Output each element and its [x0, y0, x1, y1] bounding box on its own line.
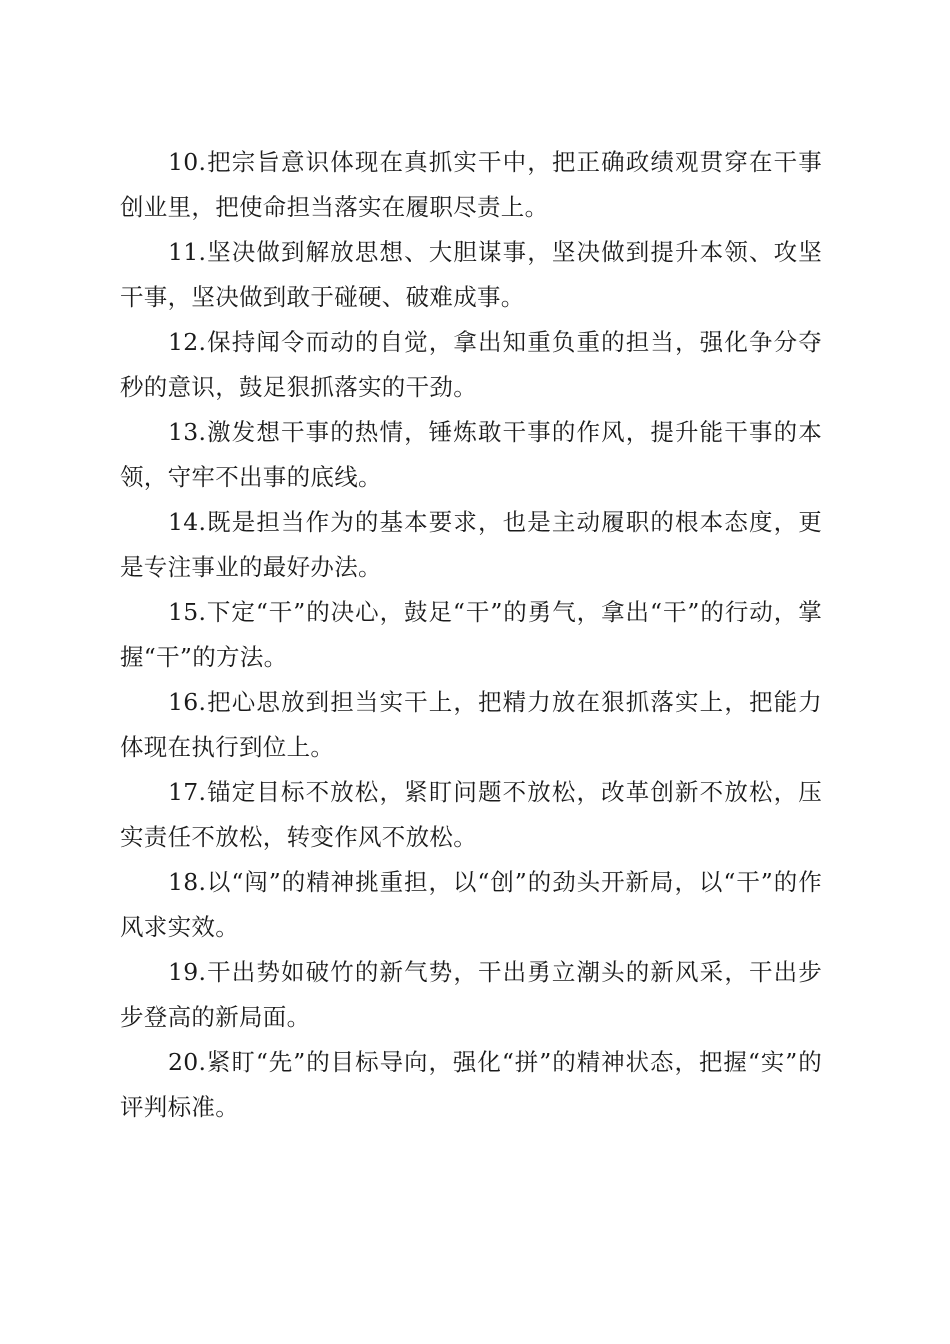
list-item — [120, 590, 822, 680]
item-text: 把心思放到担当实干上，把精力放在狠抓落实上，把能力体现在执行到位上。 — [120, 688, 822, 761]
list-item — [120, 1040, 822, 1130]
item-text: 把宗旨意识体现在真抓实干中，把正确政绩观贯穿在干事创业里，把使命担当落实在履职尽责上。 — [120, 148, 822, 221]
item-text: 干出势如破竹的新气势，干出勇立潮头的新风采，干出步步登高的新局面。 — [120, 958, 822, 1031]
item-text: 坚决做到解放思想、大胆谋事，坚决做到提升本领、攻坚干事，坚决做到敢于碰硬、破难成事。 — [120, 238, 822, 311]
item-text: 以“闯”的精神挑重担，以“创”的劲头开新局，以“干”的作风求实效。 — [120, 868, 822, 941]
item-number: 16. — [168, 688, 207, 716]
item-number: 14. — [168, 508, 207, 536]
list-item — [120, 680, 822, 770]
item-text: 下定“干”的决心，鼓足“干”的勇气，拿出“干”的行动，掌握“干”的方法。 — [120, 598, 822, 671]
document-body — [120, 140, 822, 1130]
item-number: 19. — [168, 958, 207, 986]
item-number: 15. — [168, 598, 207, 626]
item-number: 20. — [168, 1048, 207, 1076]
list-item — [120, 230, 822, 320]
item-number: 13. — [168, 418, 207, 446]
list-item — [120, 410, 822, 500]
item-text: 紧盯“先”的目标导向，强化“拼”的精神状态，把握“实”的评判标准。 — [120, 1048, 822, 1121]
item-text: 既是担当作为的基本要求，也是主动履职的根本态度，更是专注事业的最好办法。 — [120, 508, 822, 581]
item-text: 锚定目标不放松，紧盯问题不放松，改革创新不放松，压实责任不放松，转变作风不放松。 — [120, 778, 822, 851]
list-item — [120, 500, 822, 590]
item-text: 激发想干事的热情，锤炼敢干事的作风，提升能干事的本领，守牢不出事的底线。 — [120, 418, 822, 491]
list-item — [120, 320, 822, 410]
list-item — [120, 140, 822, 230]
item-number: 18. — [168, 868, 207, 896]
list-item — [120, 770, 822, 860]
item-text: 保持闻令而动的自觉，拿出知重负重的担当，强化争分夺秒的意识，鼓足狠抓落实的干劲。 — [120, 328, 822, 401]
list-item — [120, 860, 822, 950]
item-number: 12. — [168, 328, 207, 356]
item-number: 17. — [168, 778, 207, 806]
item-number: 10. — [168, 148, 207, 176]
item-number: 11. — [168, 238, 207, 266]
list-item — [120, 950, 822, 1040]
